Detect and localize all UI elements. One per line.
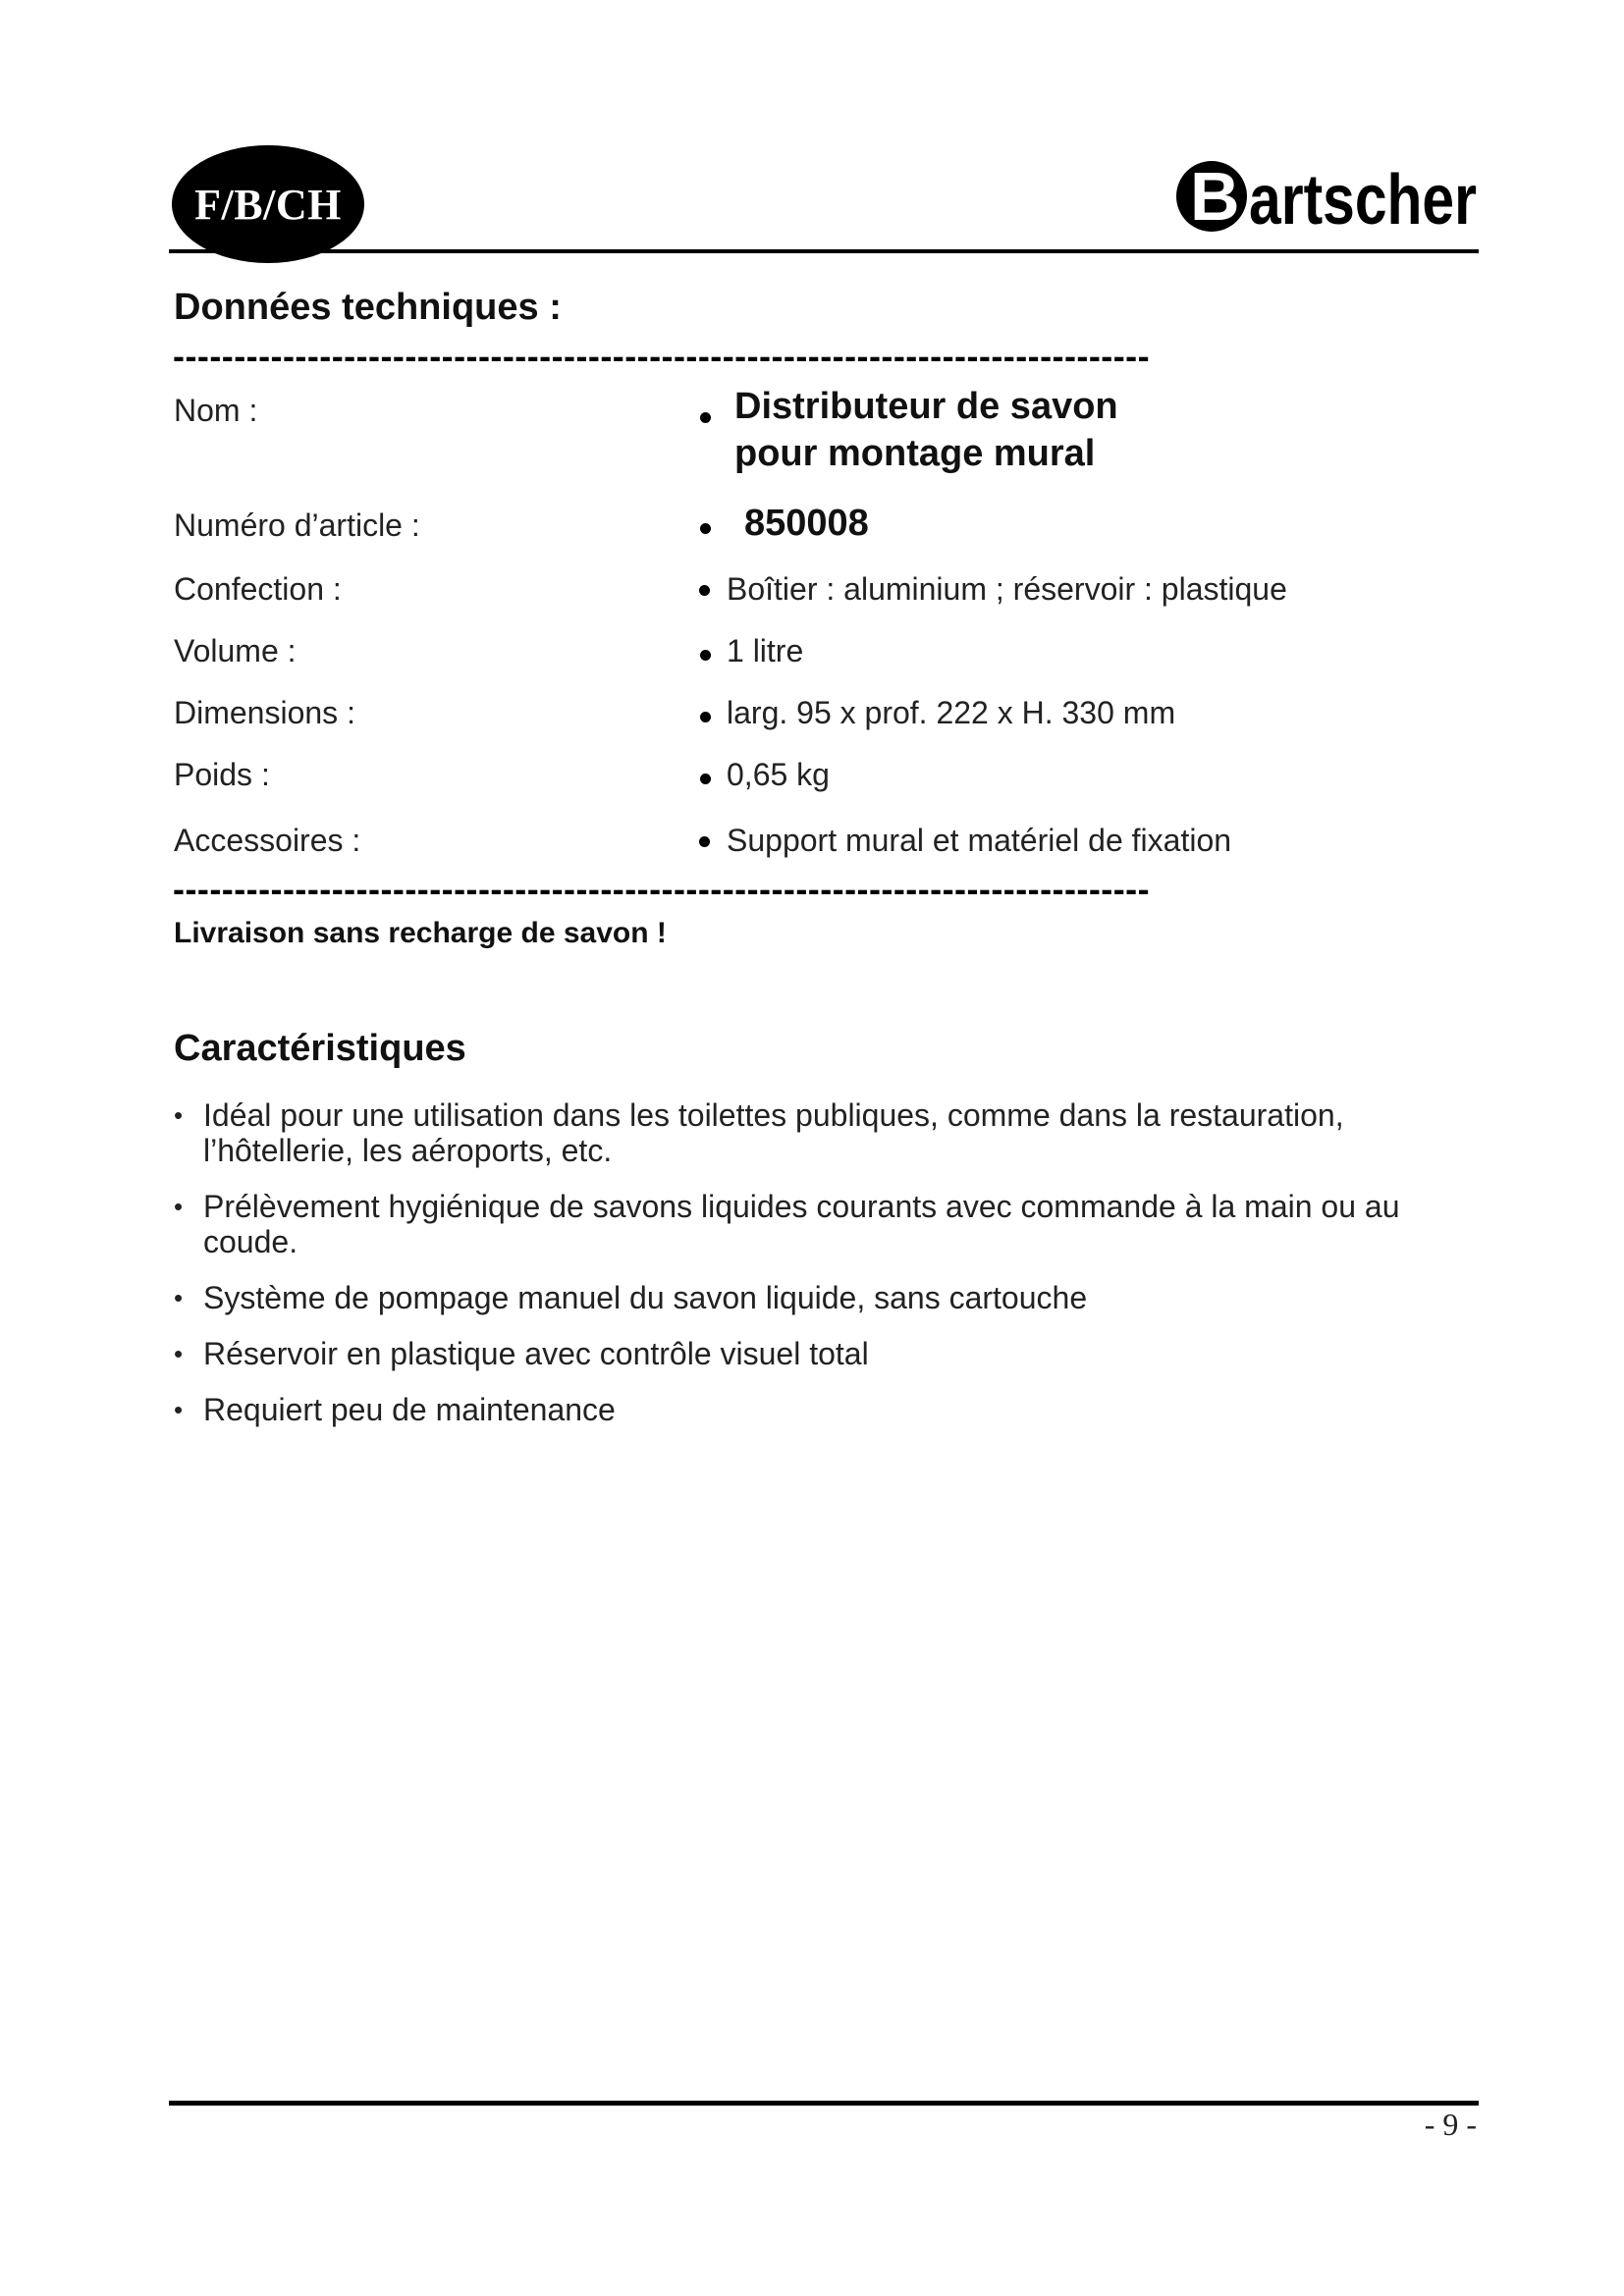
label-accessories: Accessoires : — [174, 823, 361, 858]
label-volume: Volume : — [174, 633, 297, 668]
label-construction: Confection : — [174, 571, 342, 607]
list-item: • Requiert peu de maintenance — [174, 1392, 616, 1427]
bartscher-logo — [1170, 147, 1485, 245]
value-dimensions: larg. 95 x prof. 222 x H. 330 mm — [727, 695, 1176, 730]
page-number: - 9 - — [1424, 2107, 1477, 2142]
label-name: Nom : — [174, 393, 258, 428]
bullet-dot — [700, 774, 711, 784]
bullet-dot — [699, 836, 710, 847]
value-construction: Boîtier : aluminium ; réservoir : plastique — [727, 571, 1287, 607]
bullet-dot — [700, 412, 711, 423]
footer-rule — [169, 2101, 1479, 2106]
label-weight: Poids : — [174, 757, 270, 792]
separator-bottom: -------------------------------------------------------------------------------- — [173, 869, 1151, 909]
list-item: • Idéal pour une utilisation dans les toilettes publiques, comme dans la restauration, l’hôtellerie, les aéroports, etc. — [174, 1097, 1344, 1168]
value-name-line1: Distributeur de savon — [734, 386, 1118, 427]
bullet-dot — [700, 650, 711, 661]
list-item: • Système de pompage manuel du savon liquide, sans cartouche — [174, 1280, 1088, 1315]
value-accessories: Support mural et matériel de fixation — [727, 823, 1232, 858]
bullet-dot — [699, 585, 710, 596]
svg-text:artscher: artscher — [1249, 161, 1477, 240]
region-badge: F/B/CH — [172, 145, 364, 263]
label-dimensions: Dimensions : — [174, 695, 355, 730]
list-item: • Réservoir en plastique avec contrôle visuel total — [174, 1336, 869, 1371]
label-article-number: Numéro d’article : — [174, 507, 420, 543]
value-volume: 1 litre — [727, 633, 804, 668]
header-rule — [169, 249, 1479, 253]
features-list — [174, 1097, 1450, 1448]
bullet-dot — [700, 523, 711, 534]
features-title: Caractéristiques — [174, 1028, 466, 1069]
separator-top: -------------------------------------------------------------------------------- — [173, 336, 1151, 376]
svg-text:B: B — [1190, 158, 1240, 235]
bullet-dot — [700, 712, 711, 722]
delivery-note: Livraison sans recharge de savon ! — [174, 917, 667, 949]
value-name-line2: pour montage mural — [734, 433, 1096, 474]
list-item: • Prélèvement hygiénique de savons liquides courants avec commande à la main ou au coude. — [174, 1189, 1400, 1259]
value-weight: 0,65 kg — [727, 757, 830, 792]
tech-data-title: Données techniques : — [174, 287, 562, 328]
value-article-number: 850008 — [744, 503, 869, 544]
